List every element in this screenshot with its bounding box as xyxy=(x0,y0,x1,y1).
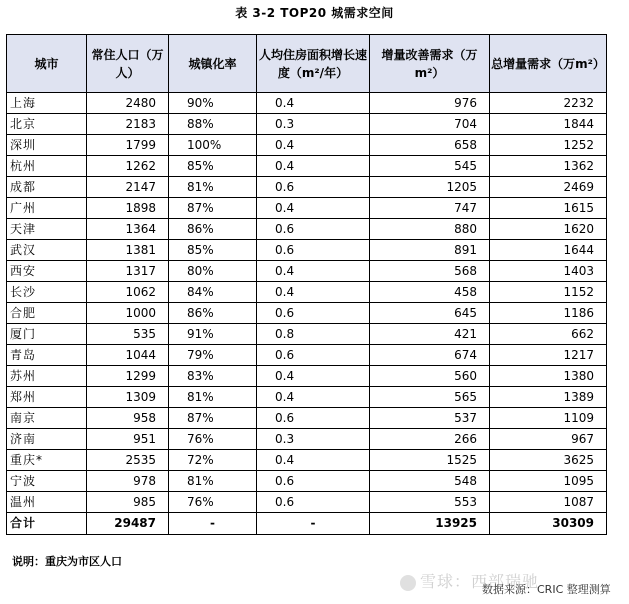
cell-improvement-demand: 537 xyxy=(370,408,490,429)
cell-population: 2535 xyxy=(87,450,169,471)
cell-total-demand: 1109 xyxy=(490,408,607,429)
cell-population: 1299 xyxy=(87,366,169,387)
cell-population: 1317 xyxy=(87,261,169,282)
cell-total-demand: 1389 xyxy=(490,387,607,408)
cell-city: 西安 xyxy=(7,261,87,282)
cell-growth: 0.4 xyxy=(257,387,370,408)
table-row xyxy=(7,114,607,135)
cell-urbanization: 81% xyxy=(169,177,257,198)
cell-city: 青岛 xyxy=(7,345,87,366)
cell-growth: 0.4 xyxy=(257,366,370,387)
cell-population: 958 xyxy=(87,408,169,429)
cell-growth: 0.3 xyxy=(257,114,370,135)
cell-improvement-demand: 645 xyxy=(370,303,490,324)
header-row xyxy=(7,35,607,93)
cell-growth: 0.4 xyxy=(257,450,370,471)
cell-urbanization: 86% xyxy=(169,303,257,324)
cell-city: 上海 xyxy=(7,93,87,114)
cell-city: 杭州 xyxy=(7,156,87,177)
table-row xyxy=(7,219,607,240)
cell-city: 天津 xyxy=(7,219,87,240)
cell-urbanization: 87% xyxy=(169,408,257,429)
cell-improvement-demand: 266 xyxy=(370,429,490,450)
table-row xyxy=(7,387,607,408)
cell-city: 合肥 xyxy=(7,303,87,324)
cell-total-demand: 1152 xyxy=(490,282,607,303)
table-row xyxy=(7,177,607,198)
cell-population: 1309 xyxy=(87,387,169,408)
cell-urbanization: 91% xyxy=(169,324,257,345)
col-header-improvement-demand: 增量改善需求（万m²） xyxy=(370,35,490,93)
table-row xyxy=(7,135,607,156)
cell-growth: 0.6 xyxy=(257,471,370,492)
cell-population: 1062 xyxy=(87,282,169,303)
cell-improvement-demand: 545 xyxy=(370,156,490,177)
cell-urbanization: 76% xyxy=(169,492,257,513)
table-row xyxy=(7,282,607,303)
cell-total-demand: 2232 xyxy=(490,93,607,114)
total-label: 合计 xyxy=(7,513,87,535)
cell-population: 1044 xyxy=(87,345,169,366)
cell-improvement-demand: 880 xyxy=(370,219,490,240)
table-title: 表 3-2 TOP20 城需求空间 xyxy=(235,6,394,20)
cell-total-demand: 1087 xyxy=(490,492,607,513)
demand-table xyxy=(6,34,607,535)
cell-improvement-demand: 1525 xyxy=(370,450,490,471)
cell-city: 郑州 xyxy=(7,387,87,408)
cell-urbanization: 79% xyxy=(169,345,257,366)
cell-urbanization: 85% xyxy=(169,156,257,177)
cell-growth: 0.4 xyxy=(257,282,370,303)
cell-city: 北京 xyxy=(7,114,87,135)
cell-total-demand: 1095 xyxy=(490,471,607,492)
cell-improvement-demand: 704 xyxy=(370,114,490,135)
col-header-urbanization: 城镇化率 xyxy=(169,35,257,93)
cell-improvement-demand: 747 xyxy=(370,198,490,219)
col-header-total-demand: 总增量需求（万m²） xyxy=(490,35,607,93)
cell-urbanization: 100% xyxy=(169,135,257,156)
cell-improvement-demand: 891 xyxy=(370,240,490,261)
snowball-logo-icon xyxy=(400,575,416,591)
cell-total-demand: 3625 xyxy=(490,450,607,471)
cell-urbanization: 84% xyxy=(169,282,257,303)
col-header-growth: 人均住房面积增长速度（m²/年） xyxy=(257,35,370,93)
cell-urbanization: 80% xyxy=(169,261,257,282)
cell-total-demand: 1844 xyxy=(490,114,607,135)
table-row xyxy=(7,198,607,219)
table-row xyxy=(7,366,607,387)
cell-city: 南京 xyxy=(7,408,87,429)
cell-city: 苏州 xyxy=(7,366,87,387)
cell-improvement-demand: 1205 xyxy=(370,177,490,198)
table-row xyxy=(7,324,607,345)
cell-city: 济南 xyxy=(7,429,87,450)
cell-population: 1000 xyxy=(87,303,169,324)
cell-growth: 0.4 xyxy=(257,261,370,282)
cell-urbanization: 87% xyxy=(169,198,257,219)
watermark-text: 雪球：西部瑞驰 xyxy=(420,572,540,591)
cell-improvement-demand: 568 xyxy=(370,261,490,282)
cell-population: 951 xyxy=(87,429,169,450)
cell-total-demand: 1380 xyxy=(490,366,607,387)
cell-improvement-demand: 565 xyxy=(370,387,490,408)
cell-total-demand: 1644 xyxy=(490,240,607,261)
cell-total-demand: 2469 xyxy=(490,177,607,198)
table-row xyxy=(7,303,607,324)
cell-urbanization: 88% xyxy=(169,114,257,135)
cell-growth: 0.8 xyxy=(257,324,370,345)
table-note: 说明：重庆为市区人口 xyxy=(12,555,122,568)
cell-total-demand: 1403 xyxy=(490,261,607,282)
cell-growth: 0.4 xyxy=(257,198,370,219)
total-urbanization: - xyxy=(169,513,257,535)
table-row xyxy=(7,261,607,282)
cell-urbanization: 76% xyxy=(169,429,257,450)
table-body xyxy=(7,93,607,535)
cell-total-demand: 1620 xyxy=(490,219,607,240)
total-growth: - xyxy=(257,513,370,535)
total-row xyxy=(7,513,607,535)
cell-improvement-demand: 553 xyxy=(370,492,490,513)
table-row xyxy=(7,156,607,177)
cell-total-demand: 1217 xyxy=(490,345,607,366)
data-source: 数据来源：CRIC 整理测算 xyxy=(482,583,611,596)
cell-city: 长沙 xyxy=(7,282,87,303)
cell-growth: 0.6 xyxy=(257,177,370,198)
cell-urbanization: 83% xyxy=(169,366,257,387)
table-row xyxy=(7,93,607,114)
col-header-city: 城市 xyxy=(7,35,87,93)
cell-city: 深圳 xyxy=(7,135,87,156)
cell-growth: 0.3 xyxy=(257,429,370,450)
cell-urbanization: 85% xyxy=(169,240,257,261)
cell-urbanization: 72% xyxy=(169,450,257,471)
cell-growth: 0.4 xyxy=(257,156,370,177)
cell-urbanization: 86% xyxy=(169,219,257,240)
cell-growth: 0.6 xyxy=(257,345,370,366)
total-population: 29487 xyxy=(87,513,169,535)
table-row xyxy=(7,471,607,492)
cell-growth: 0.6 xyxy=(257,408,370,429)
cell-improvement-demand: 458 xyxy=(370,282,490,303)
cell-urbanization: 81% xyxy=(169,387,257,408)
cell-population: 535 xyxy=(87,324,169,345)
cell-total-demand: 662 xyxy=(490,324,607,345)
cell-improvement-demand: 674 xyxy=(370,345,490,366)
cell-population: 1898 xyxy=(87,198,169,219)
cell-total-demand: 1252 xyxy=(490,135,607,156)
table-row xyxy=(7,450,607,471)
cell-improvement-demand: 548 xyxy=(370,471,490,492)
cell-population: 2480 xyxy=(87,93,169,114)
cell-population: 985 xyxy=(87,492,169,513)
cell-population: 1381 xyxy=(87,240,169,261)
cell-population: 2183 xyxy=(87,114,169,135)
cell-total-demand: 1186 xyxy=(490,303,607,324)
cell-population: 978 xyxy=(87,471,169,492)
cell-population: 1262 xyxy=(87,156,169,177)
table-row xyxy=(7,240,607,261)
cell-growth: 0.4 xyxy=(257,135,370,156)
cell-urbanization: 90% xyxy=(169,93,257,114)
cell-population: 2147 xyxy=(87,177,169,198)
cell-improvement-demand: 976 xyxy=(370,93,490,114)
cell-growth: 0.6 xyxy=(257,240,370,261)
cell-city: 重庆* xyxy=(7,450,87,471)
cell-total-demand: 1362 xyxy=(490,156,607,177)
table-row xyxy=(7,345,607,366)
cell-city: 武汉 xyxy=(7,240,87,261)
cell-improvement-demand: 658 xyxy=(370,135,490,156)
cell-city: 温州 xyxy=(7,492,87,513)
cell-population: 1364 xyxy=(87,219,169,240)
total-improvement-demand: 13925 xyxy=(370,513,490,535)
table-row xyxy=(7,429,607,450)
cell-total-demand: 967 xyxy=(490,429,607,450)
total-demand: 30309 xyxy=(490,513,607,535)
cell-growth: 0.6 xyxy=(257,492,370,513)
table-row xyxy=(7,492,607,513)
cell-improvement-demand: 421 xyxy=(370,324,490,345)
cell-improvement-demand: 560 xyxy=(370,366,490,387)
col-header-population: 常住人口（万人） xyxy=(87,35,169,93)
cell-growth: 0.6 xyxy=(257,303,370,324)
cell-city: 成都 xyxy=(7,177,87,198)
table-row xyxy=(7,408,607,429)
cell-growth: 0.4 xyxy=(257,93,370,114)
cell-population: 1799 xyxy=(87,135,169,156)
cell-city: 广州 xyxy=(7,198,87,219)
cell-city: 宁波 xyxy=(7,471,87,492)
cell-total-demand: 1615 xyxy=(490,198,607,219)
cell-city: 厦门 xyxy=(7,324,87,345)
cell-growth: 0.6 xyxy=(257,219,370,240)
cell-urbanization: 81% xyxy=(169,471,257,492)
